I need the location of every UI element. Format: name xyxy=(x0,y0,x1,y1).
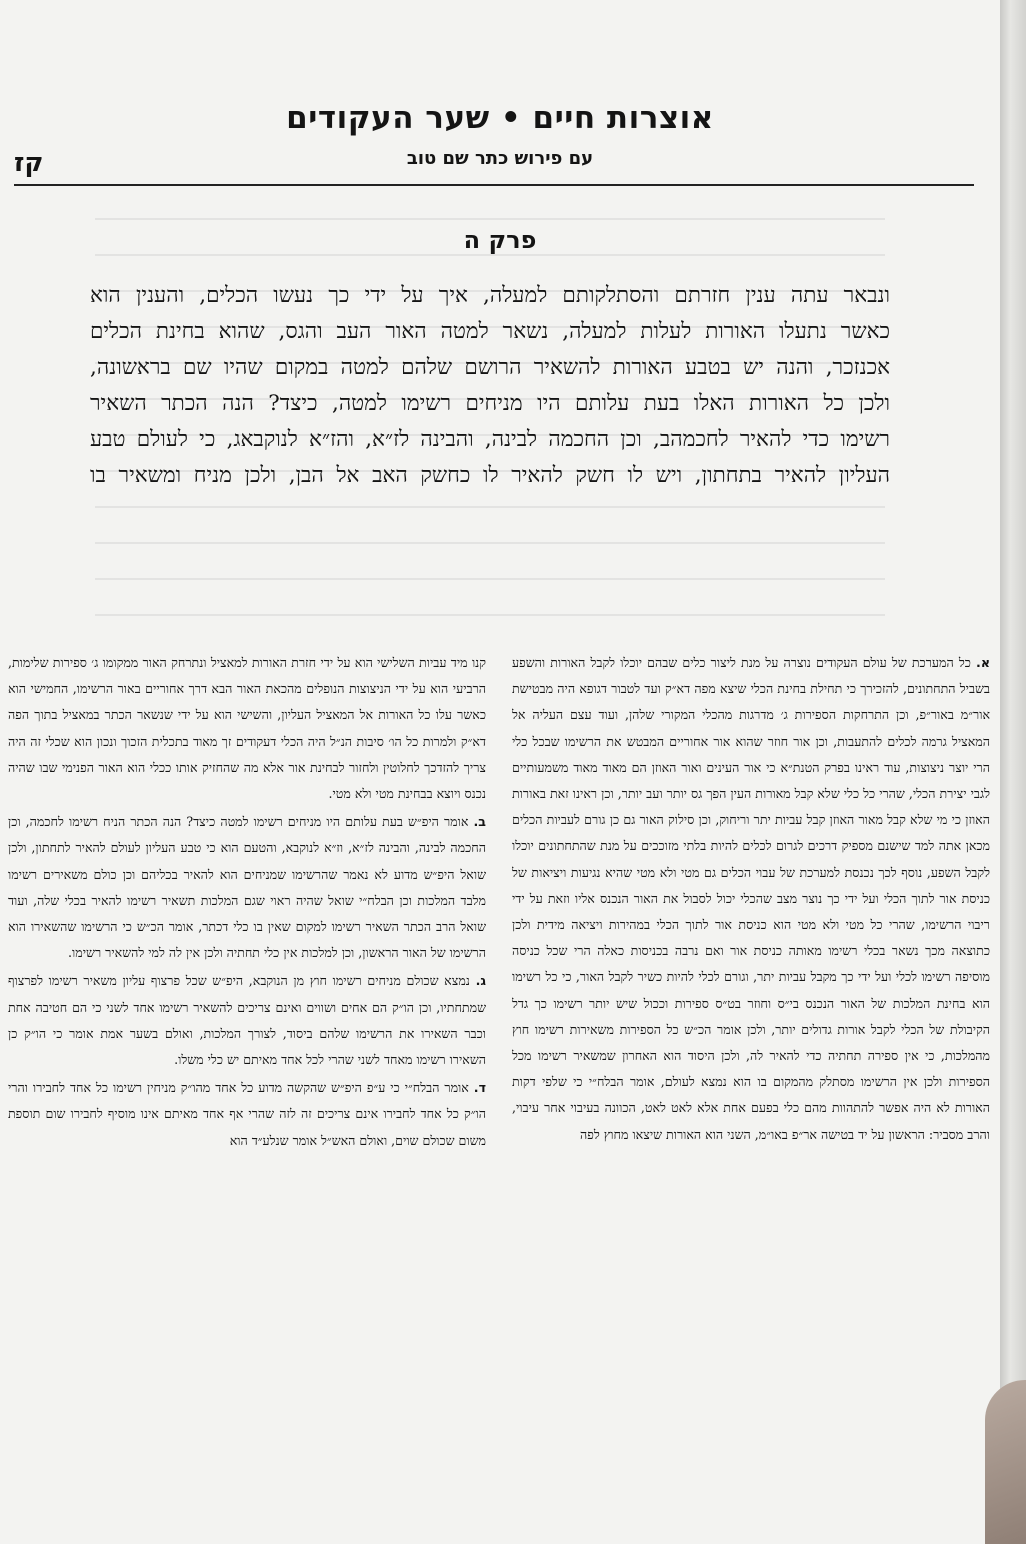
paragraph-text: אומר הבלח״י כי ע״פ היפ״ש שהקשה מדוע כל אחד מהו״ק מניחין רשימו כל אחד לחבירו והרי הו״ק כל אחד לחבירו אינם צריכים זה לזה שהרי אף אחד מאיתם אינו מוסיף לחבירו שום תוספת משום שכולם שוים, ואולם האש״ל אומר שנלע״ד הוא xyxy=(8,1080,486,1148)
main-text-line: אכנזכר, והנה יש בטבע האורות להשאיר הרושם שלהם למטה במקום שהיו שם בראשונה, xyxy=(90,355,890,380)
paragraph-label: א. xyxy=(976,655,990,670)
commentary-paragraph xyxy=(512,650,990,1148)
paragraph-text: כל המערכת של עולם העקודים נוצרה על מנת ליצור כלים שבהם יוכלו לקבל האורות והשפע בשביל התחתונים, להזכירך כי תחילת בחינת הכלי שיצא מפה דא״ק ועד לטבור דגופא היה מבטישת אור״מ באור״פ, וכן התרחקות הספירות ג׳ מדרגות מהכלי המקורי שלהן, ועוד עצם העליה אל המאציל גרמה לכלים להתעבות, וכן אור חוזר שהוא אור אחוריים המבטש את הרשימו שבכל כלי הרי יוצר ניצוצות, עוד ראינו בפרק הטנת״א כי אור העינים ואור האוזן הם מאוד מאוד משמעותיים לגבי יצירת הכלי, שהרי כל כלי שלא קבל מאורות העין הפך גס יותר ועב יותר, וכן ראינו זאת באורות האוזן כי מי שלא קבל מאור האוזן קבל עביות יתר וריחוק, וכן סילוק האור גם כן גורם לעביות הכלים מכאן אתה למד שישנם מספיק דרכים לגרום לכלים להיות בלתי מזוככים על מנת שהתחתונים יוכלו לקבל השפע, נוסף לכך נכנסת למערכת של עבוי הכלים גם מטי ולא מטי שהיא נגיעות ויציאות של כניסת אור לתוך הכלי ועל ידי כך נוצר מצב שהכלי יכול לסבול את האור הנכנס אליו וזאת על ידי ריבוי הרשימו, שהרי כל מטי ולא מטי הוא כניסת אור לתוך הכלי במהירות ויציאה מידית ולכן כתוצאה מכך נשאר בכלי רשימו מאותה כניסת אור ואם נרבה בכניסות כאלה הרי שכל כניסה מוסיפה רשימו לכלי ועל ידי כך מקבל עביות יתר, וגורם לכלי להיות כשיר לקבל האור, כי כל רשימו הוא בחינת המלכות של האור הנכנס בי״ס וחוזר בט״ס ספירות וככול שיש יותר רשימו כך גדל הקיבולת של הכלי לקבל אורות גדולים יותר, ולכן אומר הכ״ש כל הספירות משאירות רשימו חוץ מהמלכות, כי אין ספירה תחתיה כדי להאיר לה, ולכן היסוד הוא האחרון שמשאיר רשימו מכל הספירות ולכן אין הרשימו מסתלק מהמקום בו הוא נמצא לעולם, אומר הבלח״י כי שלפי דקות האורות לא היה אפשר להתהוות מהם כלי בפעם אחת אלא לאט לאט, הכוונה בעיבוי אחר עיבוי, והרב מסביר: הראשון על יד בטישה אר״פ באו״מ, השני הוא האורות שיצאו מחוץ לפה xyxy=(512,655,990,1142)
paragraph-text: נמצא שכולם מניחים רשימו חוץ מן הנוקבא, היפ״ש שכל פרצוף עליון משאיר רשימו לפרצוף שמתחתיו, וכן הו״ק הם אחים ושווים ואינם צריכים להשאיר רשימו אחד לשני כי הם חטיבה אחת וכבר השאירו את הרשימו שלהם ביסוד, לצורך המלכות, ואולם בשער אמת אומר כי הו״ק כן השאירו רשימו מאחד לשני שהרי לכל אחד מאיתם יש כלי משלו. xyxy=(8,973,486,1068)
paragraph-label: ד. xyxy=(473,1080,486,1096)
page-number: קז xyxy=(14,148,44,178)
paragraph-text: קנו מיד עביות השלישי הוא על ידי חזרת האורות למאציל ונתרחק האור ממקומו ג׳ ספירות שלימות, הרביעי הוא על ידי הניצוצות הנופלים מהכאת האור הבא דרך אחוריים באור הרשימו, החמישי הוא כאשר עלו כל האורות אל המאציל העליון, והשישי הוא על ידי שנשאר הכתר במאציל בתוך הפה דא״ק ולמרות כל הו׳ סיבות הנ״ל היה הכלי דעקודים זך מאוד בתכלית הזכוך ונכון הוא שכלי זה היה צריך להזדכך לחלוטין ולחזור לבחינת אור אלא מה שהחזיק אותו ככלי הוא האור הפנימי שבו שהיה נכנס ויוצא בבחינת מטי ולא מטי. xyxy=(8,655,486,802)
main-text-line: העליון להאיר בתחתון, ויש לו חשק להאיר לו כחשק האב אל הבן, ולכן מניח ומשאיר בו xyxy=(90,463,890,488)
main-text-line: ונבאר עתה ענין חזרתם והסתלקותם למעלה, איך על ידי כך נעשו הכלים, והענין הוא xyxy=(90,283,890,308)
paragraph-text: אומר היפ״ש בעת עלותם היו מניחים רשימו למטה כיצד? הנה הכתר הניח רשימו לחכמה, וכן החכמה לבינה, והבינה לז״א, וז״א לנוקבא, והטעם הוא כי טבע העליון לעולם להאיר לתחתון, ולכן שואל היפ״ש מדוע לא נאמר שהרשימו שמניחים הוא להאיר בכליהם וכן כולם משאירים רשימו מלבד המלכות וכן הבלח״י שואל שהיה ראוי שגם המלכות תשאיר רשימו להאיר בכלי שלה, ועוד שואל הרב הכתר השאיר רשימו למקום שאין בו כלי דכתר, אומר הכ״ש כי הרשימו שהשאירו הוא הרשימו של האור הראשון, וכן למלכות אין כלי תחתיה ולכן אין לה למי להשאיר רשימו. xyxy=(8,814,486,961)
page-header xyxy=(0,100,1000,169)
commentary-paragraph xyxy=(8,968,486,1073)
paragraph-label: ג. xyxy=(475,973,486,989)
book-title: אוצרות חיים • שער העקודים xyxy=(286,100,714,136)
paragraph-label: ב. xyxy=(473,814,486,830)
chapter-title: פרק ה xyxy=(463,226,537,254)
book-subtitle: עם פירוש כתר שם טוב xyxy=(406,148,594,169)
page-edge xyxy=(1000,0,1026,1544)
commentary-paragraph xyxy=(8,650,486,807)
commentary-paragraph xyxy=(8,809,486,966)
header-rule xyxy=(14,184,974,186)
main-text-line: רשימו כדי להאיר לחכמהב, וכן החכמה לבינה, והבינה לז״א, והז״א לנוקבאג, כי לעולם טבע xyxy=(90,427,890,452)
commentary-paragraph xyxy=(8,1075,486,1154)
finger-shadow xyxy=(985,1380,1026,1544)
main-text-line: כאשר נתעלו האורות לעלות למעלה, נשאר למטה האור העב והגס, שהוא בחינת הכלים xyxy=(90,319,890,344)
main-text-line: ולכן כל האורות האלו בעת עלותם היו מניחים רשימו למטה, כיצד? הנה הכתר השאיר xyxy=(90,391,890,416)
main-text xyxy=(90,278,890,494)
commentary-column-left xyxy=(8,650,486,1530)
commentary-column-right xyxy=(512,650,990,1530)
